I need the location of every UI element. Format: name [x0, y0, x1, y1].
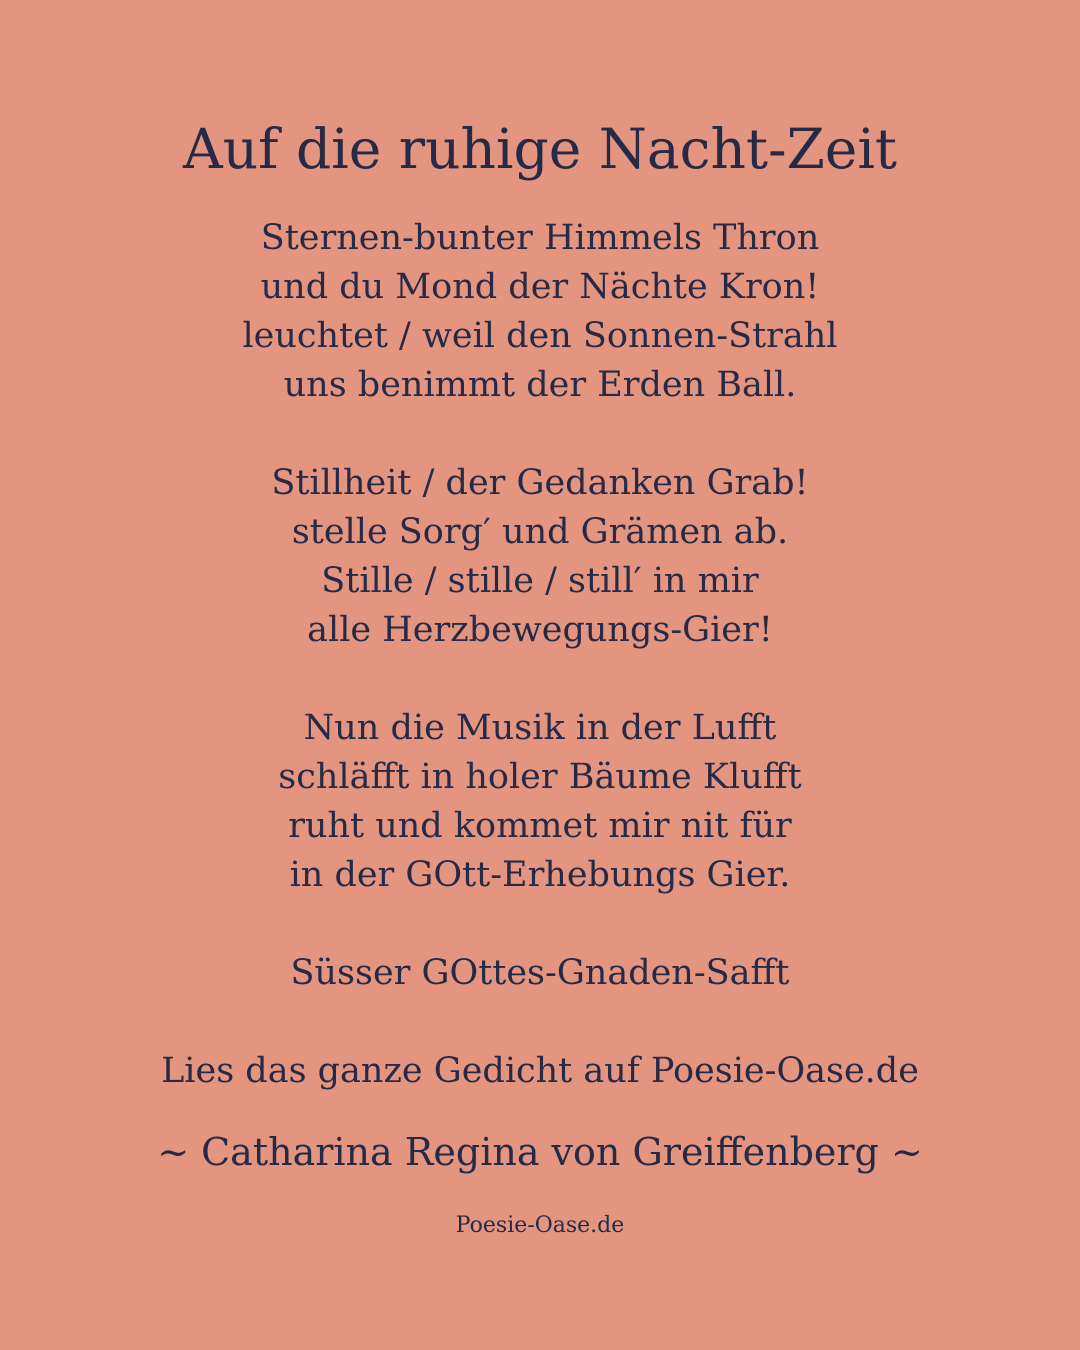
verse-line: uns benimmt der Erden Ball. — [283, 365, 797, 405]
stanza-4 — [0, 949, 1080, 998]
verse-line: und du Mond der Nächte Kron! — [260, 267, 820, 307]
verse-line: Sternen-bunter Himmels Thron — [260, 218, 820, 258]
verse-line: alle Herzbewegungs-Gier! — [307, 610, 773, 650]
verse-line: Stillheit / der Gedanken Grab! — [271, 463, 809, 503]
verse-line: ruht und kommet mir nit für — [288, 806, 792, 846]
stanza-1 — [0, 214, 1080, 410]
site-watermark: Poesie-Oase.de — [455, 1213, 625, 1238]
stanza-3 — [0, 704, 1080, 900]
verse-line: stelle Sorg′ und Grämen ab. — [291, 512, 789, 552]
verse-line: leuchtet / weil den Sonnen-Strahl — [242, 316, 838, 356]
verse-line: Stille / stille / still′ in mir — [321, 561, 759, 601]
author-name: ~ Catharina Regina von Greiffenberg ~ — [157, 1130, 923, 1174]
verse-line: in der GOtt-Erhebungs Gier. — [289, 855, 791, 895]
read-full-poem-text: Lies das ganze Gedicht auf Poesie-Oase.de — [161, 1051, 919, 1091]
verse-line: Süsser GOttes-Gnaden-Safft — [290, 953, 790, 993]
verse-line: Nun die Musik in der Lufft — [303, 708, 777, 748]
poem-title: Auf die ruhige Nacht-Zeit — [182, 117, 898, 181]
stanza-2 — [0, 459, 1080, 655]
verse-line: schläfft in holer Bäume Klufft — [278, 757, 802, 797]
